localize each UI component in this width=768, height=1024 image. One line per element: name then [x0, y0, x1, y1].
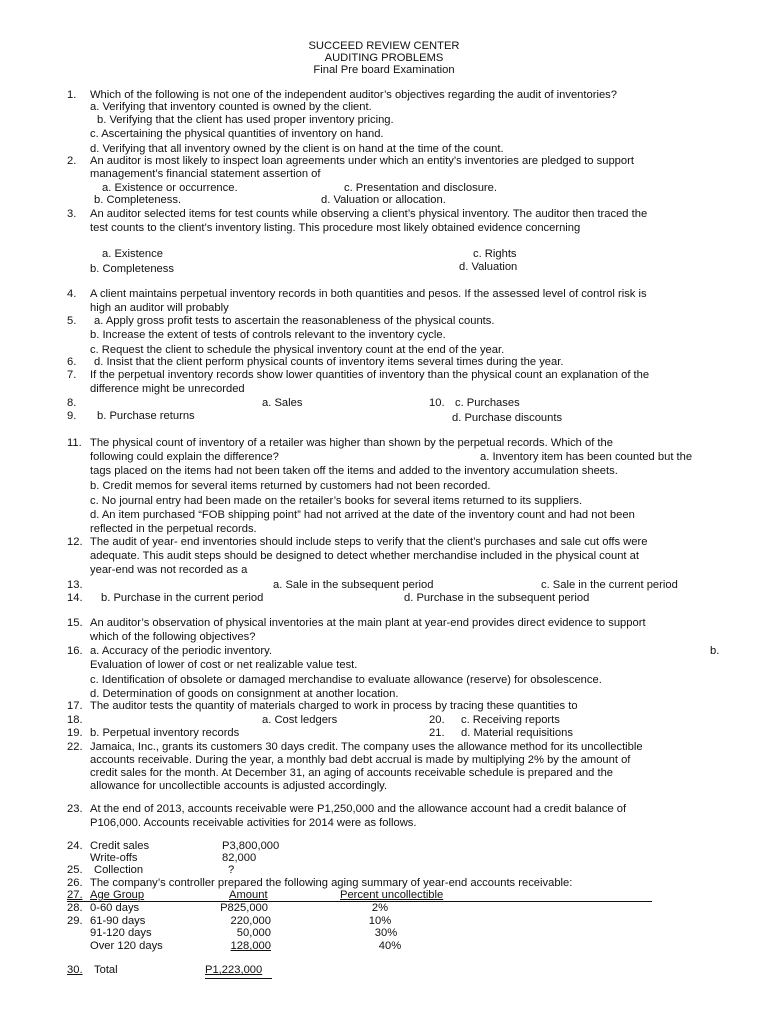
- q11-text-line-1: The physical count of inventory of a retailer was higher than shown by the perpetual records. Which of the: [90, 437, 613, 449]
- q15-number: 15.: [67, 617, 83, 629]
- q11-option-b: b. Credit memos for several items returned by customers had not been recorded.: [90, 480, 491, 492]
- q8-option-a: a. Sales: [262, 397, 303, 409]
- q10-option-d: d. Purchase discounts: [452, 412, 563, 424]
- aging-total-double-rule: [205, 978, 272, 979]
- q19-number: 19.: [67, 727, 83, 739]
- q13-number: 13.: [67, 579, 83, 591]
- aging-row-amount: P825,000: [220, 902, 268, 914]
- q1-option-b: b. Verifying that the client has used proper inventory pricing.: [97, 114, 394, 126]
- aging-row-number: 29.: [67, 915, 83, 927]
- q16-option-b-text: Evaluation of lower of cost or net realizable value test.: [90, 659, 358, 671]
- q2-option-c: c. Presentation and disclosure.: [344, 182, 497, 194]
- q5-option-c: c. Request the client to schedule the physical inventory count at the end of the year.: [90, 344, 505, 356]
- credit-sales-label: Credit sales: [90, 840, 150, 852]
- q16-option-c: c. Identification of obsolete or damaged merchandise to evaluate allowance (reserve) for obsolescence.: [90, 674, 602, 686]
- q7-text-line-1: If the perpetual inventory records show lower quantities of inventory than the physical count an explanation of the: [90, 369, 650, 381]
- q16-option-a: a. Accuracy of the periodic inventory.: [90, 645, 272, 657]
- q17-number: 17.: [67, 700, 83, 712]
- writeoffs-label: Write-offs: [90, 852, 138, 864]
- q1-option-d: d. Verifying that all inventory owned by the client is on hand at the time of the count.: [90, 143, 504, 155]
- q9-option-b: b. Purchase returns: [97, 410, 195, 422]
- q3-number: 3.: [67, 208, 77, 220]
- writeoffs-value: 82,000: [222, 852, 257, 864]
- q11-number: 11.: [67, 437, 82, 449]
- q1-option-a: a. Verifying that inventory counted is owned by the client.: [90, 101, 372, 113]
- q20-number: 20.: [429, 714, 445, 726]
- collection-value: ?: [228, 864, 235, 876]
- aging-row-amount: 220,000: [230, 915, 271, 927]
- header-line-1: SUCCEED REVIEW CENTER: [308, 40, 460, 52]
- q11-option-c: c. No journal entry had been made on the retailer’s books for several items returned to its suppliers.: [90, 495, 583, 507]
- q27-number: 27.: [67, 889, 83, 901]
- q25-number: 25.: [67, 864, 83, 876]
- header-line-3: Final Pre board Examination: [313, 64, 455, 76]
- q26-number: 26.: [67, 877, 83, 889]
- header-line-2: AUDITING PROBLEMS: [324, 52, 444, 64]
- q3-option-b: b. Completeness: [90, 263, 174, 275]
- q11-option-d-line-2: reflected in the perpetual records.: [90, 523, 257, 535]
- aging-row-group: 61-90 days: [90, 915, 146, 927]
- q9-number: 9.: [67, 410, 77, 422]
- q10-option-c: c. Purchases: [455, 397, 520, 409]
- aging-row-percent: 2%: [371, 902, 389, 914]
- q2-option-d: d. Valuation or allocation.: [321, 194, 446, 206]
- q4-number: 4.: [67, 288, 77, 300]
- q16-option-d: d. Determination of goods on consignment at another location.: [90, 688, 399, 700]
- q30-number: 30.: [67, 964, 83, 976]
- aging-row-amount: 50,000: [236, 927, 271, 939]
- q16-number: 16.: [67, 645, 83, 657]
- q3-text-line-2: test counts to the client’s inventory listing. This procedure most likely obtained evidence concerning: [90, 222, 581, 234]
- aging-row-group: 91-120 days: [90, 927, 152, 939]
- q13-option-c: c. Sale in the current period: [541, 579, 678, 591]
- aging-total-amount: P1,223,000: [205, 964, 263, 976]
- aging-row-group: 0-60 days: [90, 902, 140, 914]
- q2-option-b: b. Completeness.: [94, 194, 182, 206]
- aging-row-group: Over 120 days: [90, 940, 163, 952]
- q15-text-line-2: which of the following objectives?: [90, 631, 256, 643]
- q22-text-line-4: allowance for uncollectible accounts is adjusted accordingly.: [90, 780, 388, 792]
- q22-number: 22.: [67, 741, 83, 753]
- aging-row-percent: 30%: [374, 927, 398, 939]
- q12-text-line-2: adequate. This audit steps should be designed to detect whether merchandise included in the physical count at: [90, 550, 639, 562]
- q21-option-d: d. Material requisitions: [461, 727, 573, 739]
- q18-option-a: a. Cost ledgers: [262, 714, 338, 726]
- q11-option-a-line-2: tags placed on the items had not been taken off the items and added to the inventory accumulation sheets.: [90, 465, 618, 477]
- credit-sales-value: P3,800,000: [222, 840, 280, 852]
- q4-text-line-2: high an auditor will probably: [90, 302, 229, 314]
- aging-row-percent: 10%: [368, 915, 392, 927]
- q23-text-line-2: P106,000. Accounts receivable activities for 2014 were as follows.: [90, 817, 417, 829]
- q3-option-d: d. Valuation: [459, 261, 518, 273]
- q2-text-line-2: management’s financial statement assertion of: [90, 168, 321, 180]
- q23-text-line-1: At the end of 2013, accounts receivable were P1,250,000 and the allowance account had a credit balance of: [90, 803, 627, 815]
- q12-text-line-1: The audit of year- end inventories should include steps to verify that the client’s purchases and sale cut offs were: [90, 536, 648, 548]
- q22-text-line-2: accounts receivable. During the year, a monthly bad debt accrual is made by multiplying 2% by the amount of: [90, 754, 631, 766]
- q2-number: 2.: [67, 155, 77, 167]
- q11-option-a-line-1: a. Inventory item has been counted but the: [480, 451, 693, 463]
- q7-text-line-2: difference might be unrecorded: [90, 383, 245, 395]
- q8-number: 8.: [67, 397, 77, 409]
- q20-option-c: c. Receiving reports: [461, 714, 560, 726]
- q3-option-c: c. Rights: [473, 248, 517, 260]
- q3-text-line-1: An auditor selected items for test counts while observing a client’s physical inventory. The auditor then traced the: [90, 208, 648, 220]
- q18-number: 18.: [67, 714, 83, 726]
- q6-number: 6.: [67, 356, 77, 368]
- q24-number: 24.: [67, 840, 83, 852]
- aging-header-percent: Percent uncollectible: [340, 889, 444, 901]
- q5-number: 5.: [67, 315, 77, 327]
- q12-text-line-3: year-end was not recorded as a: [90, 564, 248, 576]
- q6-option-d: d. Insist that the client perform physical counts of inventory items several times during the year.: [94, 356, 564, 368]
- q11-text-line-2: following could explain the difference?: [90, 451, 279, 463]
- q1-option-c: c. Ascertaining the physical quantities of inventory on hand.: [90, 128, 384, 140]
- aging-row-percent: 40%: [378, 940, 402, 952]
- q2-text-line-1: An auditor is most likely to inspect loan agreements under which an entity’s inventories are pledged to support: [90, 155, 634, 167]
- q15-text-line-1: An auditor’s observation of physical inventories at the main plant at year-end provides direct evidence to support: [90, 617, 646, 629]
- q14-option-d: d. Purchase in the subsequent period: [404, 592, 590, 604]
- q5-option-b: b. Increase the extent of tests of controls relevant to the inventory cycle.: [90, 329, 446, 341]
- q7-number: 7.: [67, 369, 77, 381]
- q1-text: Which of the following is not one of the independent auditor’s objectives regarding the audit of inventories?: [90, 89, 617, 101]
- q3-option-a: a. Existence: [102, 248, 163, 260]
- aging-row-number: 28.: [67, 902, 83, 914]
- q4-text-line-1: A client maintains perpetual inventory records in both quantities and pesos. If the assessed level of control risk is: [90, 288, 647, 300]
- collection-label: Collection: [94, 864, 144, 876]
- q13-option-a: a. Sale in the subsequent period: [273, 579, 434, 591]
- controller-text: The company’s controller prepared the following aging summary of year-end accounts receivable:: [90, 877, 573, 889]
- aging-header-group: Age Group: [90, 889, 145, 901]
- q22-text-line-1: Jamaica, Inc., grants its customers 30 days credit. The company uses the allowance method for its uncollectible: [90, 741, 643, 753]
- q1-number: 1.: [67, 89, 77, 101]
- q12-number: 12.: [67, 536, 83, 548]
- q17-text: The auditor tests the quantity of materials charged to work in process by tracing these quantities to: [90, 700, 578, 712]
- q19-option-b: b. Perpetual inventory records: [90, 727, 240, 739]
- q14-number: 14.: [67, 592, 83, 604]
- q14-option-b: b. Purchase in the current period: [101, 592, 264, 604]
- q23-number: 23.: [67, 803, 83, 815]
- aging-row-amount: 128,000: [230, 940, 271, 952]
- aging-header-amount: Amount: [229, 889, 268, 901]
- aging-total-label: Total: [94, 964, 118, 976]
- q21-number: 21.: [429, 727, 445, 739]
- q16-option-b-label: b.: [710, 645, 720, 657]
- q11-option-d-line-1: d. An item purchased “FOB shipping point” had not arrived at the date of the inventory count and had not been: [90, 509, 635, 521]
- q5-option-a: a. Apply gross profit tests to ascertain the reasonableness of the physical counts.: [94, 315, 495, 327]
- q10-number: 10.: [429, 397, 445, 409]
- q22-text-line-3: credit sales for the month. At December 31, an aging of accounts receivable schedule is prepared and the: [90, 767, 614, 779]
- q2-option-a: a. Existence or occurrence.: [102, 182, 238, 194]
